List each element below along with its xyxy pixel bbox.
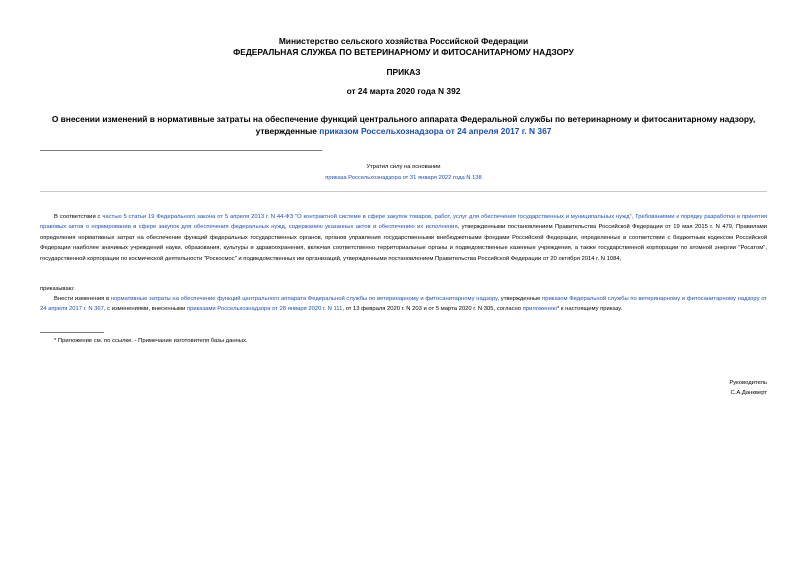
divider-long [40,191,767,192]
service-name: ФЕДЕРАЛЬНАЯ СЛУЖБА ПО ВЕТЕРИНАРНОМУ И ФИТОСАНИТАРНОМУ НАДЗОРУ [233,47,574,57]
norms-link[interactable]: нормативные затраты на обеспечение функций центрального аппарата Федеральной службы по ветеринарному и фитосанитарному надзору [110,296,498,302]
preamble-text-1: В соответствии с [54,214,103,220]
preamble-paragraph [40,212,767,264]
main-text-4: , от 13 февраля 2020 г. N 203 и от 5 марта 2020 г. N 305, согласно [342,306,523,313]
signature-title: Руководитель [729,380,767,386]
expired-note: Утратил силу на основании [366,164,441,170]
divider-short [40,150,322,151]
document-type: ПРИКАЗ [386,67,421,77]
signature-name: С.А.Данкверт [730,390,767,396]
appendix-link[interactable]: приложению [522,306,558,313]
document-date-number: от 24 марта 2020 года N 392 [346,86,461,96]
main-paragraph [40,294,767,315]
ministry-name: Министерство сельского хозяйства Российской Федерации [278,36,529,46]
order-367-link[interactable]: приказом Федеральной службы по ветеринарному и фитосанитарному надзору от 24 апреля 2017 г. N 367 [40,296,767,313]
order-111-link[interactable]: приказами Россельхознадзора от 28 января 2020 г. N 111 [186,306,343,313]
document-subject [40,114,767,137]
expired-order-link[interactable]: приказа Россельхознадзора от 31 января 2022 года N 138 [325,175,482,181]
footnote-divider [40,332,104,333]
subject-order-link[interactable]: приказом Россельхознадзора от 24 апреля 2017 г. N 367 [319,125,552,136]
preamble-law-link[interactable]: частью 5 статьи 19 Федерального закона от 5 апреля 2013 г. N 44-ФЗ "О контрактной системе в сфере закупок товаров, работ, услуг для обеспечения государственных и муниципальных нужд", Требованиями к порядку разработки и принятия правовых актов о нормировании в сфере закупок для обеспечения федеральных нужд, содержанию указанных актов и обеспечению их исполнения [40,214,768,231]
preamble-text-2: , утвержденными постановлением Правительства Российской Федерации от 19 мая 2015 г. N 479, Правилами определения нормативных затрат на обеспечение функций федеральных государственных органов, органов управления государственными внебюджетными фондами Российской Федерации, определенных в соответствии с бюджетным кодексом Российской Федерации наиболее значимых учреждений науки, образования, культуры и здравоохранения, включая соответственно территориальные органы и подведомственные казенные учреждения, а также государственной корпорации по атомной энергии "Росатом", государственной корпорации по космической деятельности "Роскосмос" и подведомственных им организаций, утвержденными постановлением Правительства Российской Федерации от 20 октября 2014 г. N 1084, [40,224,768,262]
subject-text: О внесении изменений в нормативные затраты на обеспечение функций центрального аппарата Федеральной службы по ветеринарному и фитосанитарному надзору, утвержденные [51,114,756,136]
main-text-1: Внести изменения в [54,296,111,302]
main-text-2: , утвержденные [497,296,543,302]
order-keyword: приказываю: [40,286,75,292]
main-text-5: * к настоящему приказу. [557,306,623,313]
footnote: * Приложение см. по ссылке. - Примечание изготовителя базы данных. [54,338,248,344]
main-text-3: , с изменениями, внесенными [103,306,187,313]
